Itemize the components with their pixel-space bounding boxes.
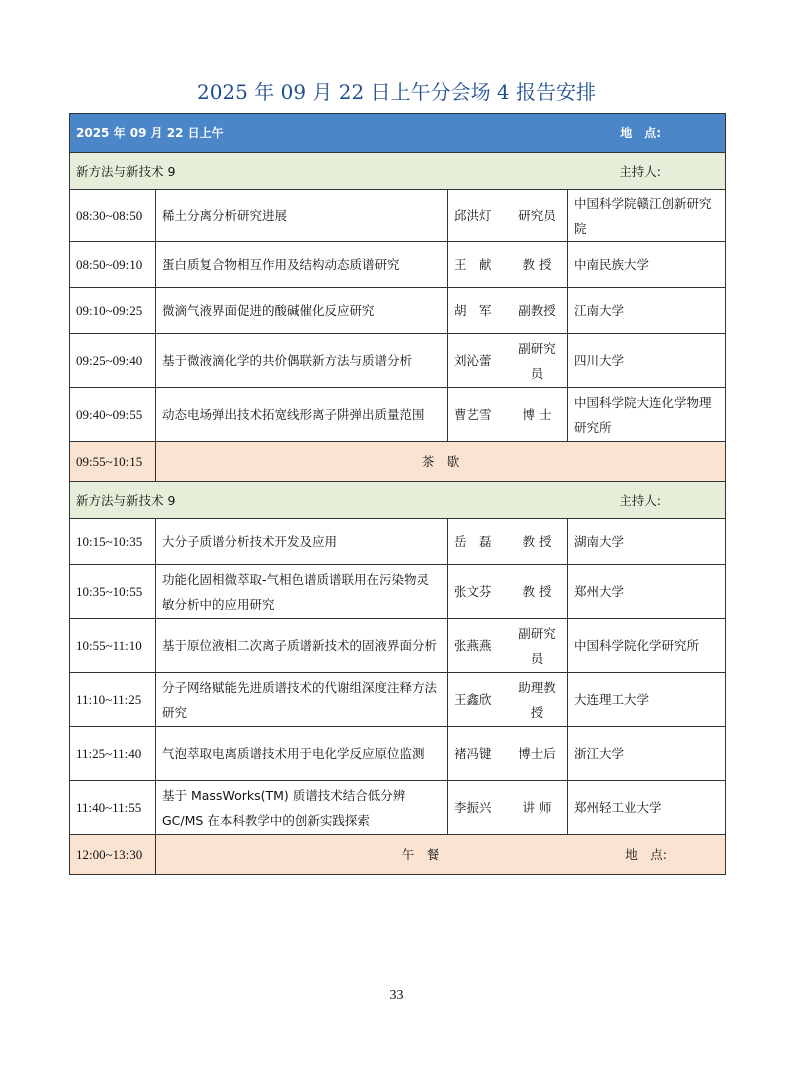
speaker-cell [448,619,568,673]
speaker-affiliation: 中国科学院赣江创新研究院 [568,190,726,242]
talk-row [70,727,726,781]
talk-row [70,673,726,727]
talk-row [70,781,726,835]
talk-title: 基于原位液相二次离子质谱新技术的固液界面分析 [156,619,448,673]
talk-row [70,334,726,388]
speaker-affiliation: 大连理工大学 [568,673,726,727]
talk-time: 09:25~09:40 [70,334,156,388]
speaker-name: 岳 磊 [454,534,492,549]
speaker-rank: 副教授 [518,303,556,318]
talk-row [70,565,726,619]
host-label: 主持人: [619,492,661,508]
talk-time: 10:35~10:55 [70,565,156,619]
talk-time: 10:55~11:10 [70,619,156,673]
talk-title: 基于微液滴化学的共价偶联新方法与质谱分析 [156,334,448,388]
speaker-rank: 副研究员 [518,625,556,666]
session-name: 新方法与新技术 9 [76,163,176,179]
talk-time: 11:40~11:55 [70,781,156,835]
talk-time: 09:10~09:25 [70,288,156,334]
talk-time: 09:40~09:55 [70,388,156,442]
speaker-cell [448,388,568,442]
speaker-name: 张燕燕 [454,638,492,653]
speaker-affiliation: 中国科学院大连化学物理研究所 [568,388,726,442]
talk-row [70,388,726,442]
talk-row [70,519,726,565]
speaker-rank: 助理教授 [518,679,556,720]
talk-title: 稀土分离分析研究进展 [156,190,448,242]
speaker-cell [448,673,568,727]
host-label: 主持人: [619,163,661,179]
speaker-cell [448,519,568,565]
talk-title: 功能化固相微萃取-气相色谱质谱联用在污染物灵敏分析中的应用研究 [156,565,448,619]
speaker-name: 褚冯键 [454,746,492,761]
date-header-row [70,114,726,153]
talk-title: 动态电场弹出技术拓宽线形离子阱弹出质量范围 [156,388,448,442]
speaker-rank: 博 士 [522,407,552,422]
speaker-affiliation: 中南民族大学 [568,242,726,288]
talk-time: 08:50~09:10 [70,242,156,288]
break-time: 09:55~10:15 [70,442,156,482]
location-label: 地 点: [620,125,661,140]
date-label: 2025 年 09 月 22 日上午 [76,125,224,140]
lunch-row [70,835,726,875]
talk-title: 大分子质谱分析技术开发及应用 [156,519,448,565]
talk-time: 11:10~11:25 [70,673,156,727]
speaker-name: 邱洪灯 [454,208,492,223]
speaker-affiliation: 四川大学 [568,334,726,388]
speaker-rank: 教 授 [522,584,552,599]
session-header-row [70,153,726,190]
talk-title: 分子网络赋能先进质谱技术的代谢组深度注释方法研究 [156,673,448,727]
speaker-name: 王 献 [454,257,492,272]
talk-time: 08:30~08:50 [70,190,156,242]
speaker-name: 张文芬 [454,584,492,599]
speaker-affiliation: 浙江大学 [568,727,726,781]
location-label: 地 点: [625,847,667,862]
speaker-affiliation: 郑州大学 [568,565,726,619]
talk-title: 基于 MassWorks(TM) 质谱技术结合低分辨 GC/MS 在本科教学中的创新实践探索 [156,781,448,835]
talk-title: 气泡萃取电离质谱技术用于电化学反应原位监测 [156,727,448,781]
speaker-name: 刘沁蕾 [454,353,492,368]
break-label: 午 餐 [401,847,440,862]
speaker-cell [448,781,568,835]
speaker-cell [448,565,568,619]
speaker-affiliation: 江南大学 [568,288,726,334]
page-title: 2025 年 09 月 22 日上午分会场 4 报告安排 [196,80,597,104]
talk-title: 蛋白质复合物相互作用及结构动态质谱研究 [156,242,448,288]
session-header-row [70,482,726,519]
speaker-cell [448,334,568,388]
speaker-rank: 讲 师 [522,800,552,815]
break-label: 茶 歇 [421,454,460,469]
speaker-affiliation: 郑州轻工业大学 [568,781,726,835]
schedule-table [69,113,726,875]
session-name: 新方法与新技术 9 [76,492,176,508]
speaker-name: 胡 军 [454,303,492,318]
talk-row [70,288,726,334]
talk-row [70,242,726,288]
speaker-name: 王鑫欣 [454,692,492,707]
speaker-cell [448,288,568,334]
speaker-name: 曹艺雪 [454,407,492,422]
page-number: 33 [389,988,404,1003]
talk-time: 11:25~11:40 [70,727,156,781]
speaker-affiliation: 中国科学院化学研究所 [568,619,726,673]
tea-break-row [70,442,726,482]
speaker-rank: 副研究员 [518,340,556,381]
speaker-rank: 研究员 [518,208,556,223]
talk-time: 10:15~10:35 [70,519,156,565]
talk-row [70,619,726,673]
speaker-cell [448,727,568,781]
talk-row [70,190,726,242]
speaker-cell [448,190,568,242]
break-time: 12:00~13:30 [70,835,156,875]
speaker-rank: 教 授 [522,257,552,272]
talk-title: 微滴气液界面促进的酸碱催化反应研究 [156,288,448,334]
speaker-name: 李振兴 [454,800,492,815]
speaker-cell [448,242,568,288]
speaker-rank: 教 授 [522,534,552,549]
speaker-affiliation: 湖南大学 [568,519,726,565]
speaker-rank: 博士后 [518,746,556,761]
